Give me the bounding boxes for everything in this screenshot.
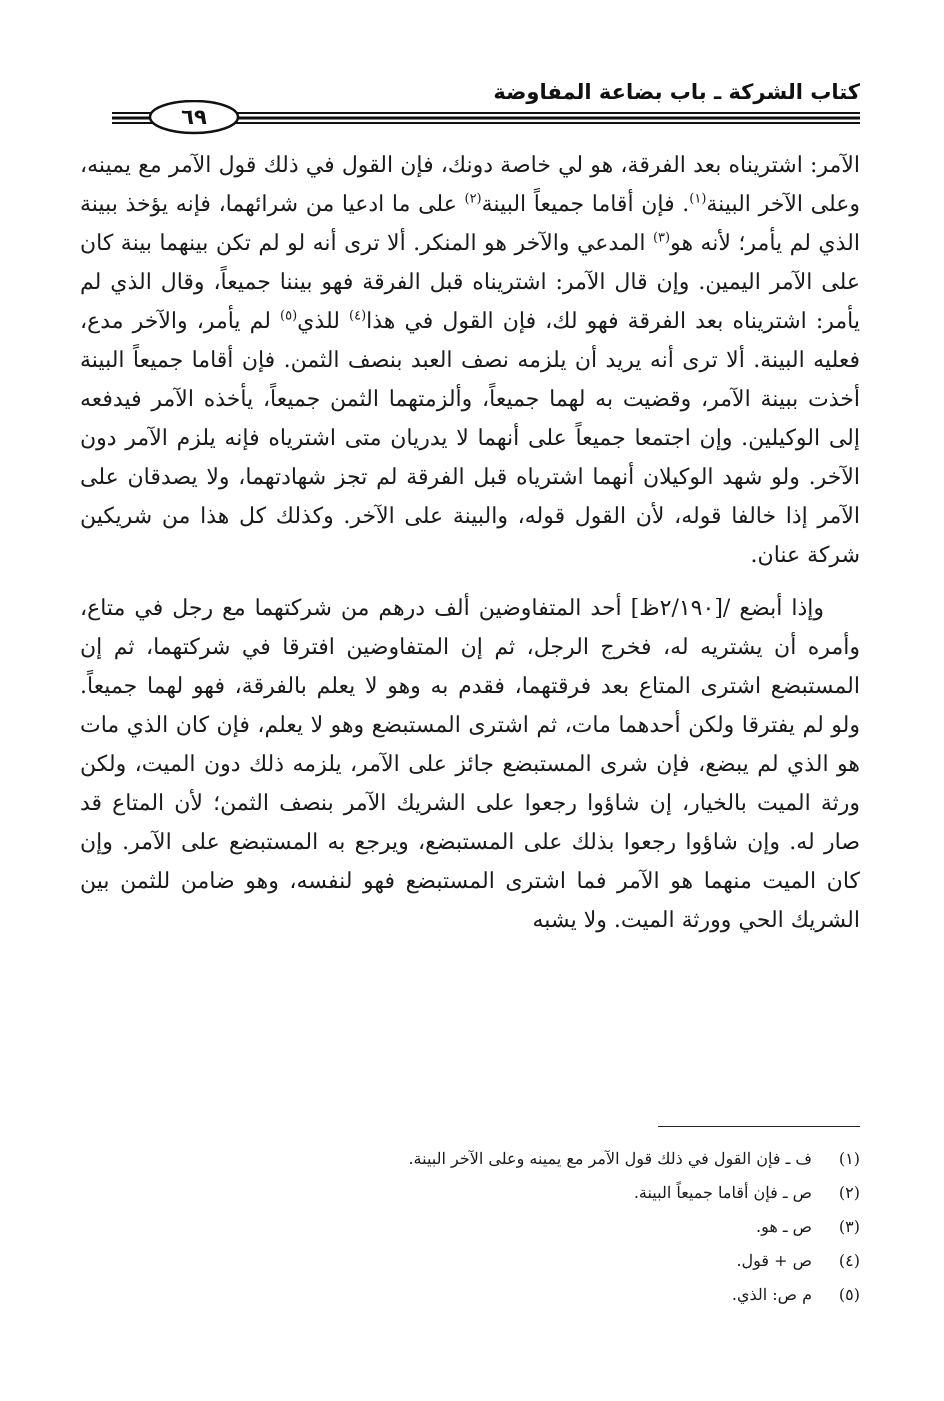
footnote-5	[80, 1278, 860, 1312]
footnote-number: (٢)	[838, 1183, 860, 1202]
text-segment: . فإن أقاما جميعاً البينة	[481, 192, 690, 217]
text-segment: الآمر: اشتريناه بعد الفرقة، هو لي خاصة دونك، فإن القول في ذلك قول الآمر مع يمينه، وعلى الآخر البينة	[80, 153, 860, 217]
footnote-text: م ص: الذي.	[731, 1285, 812, 1304]
footnote-3	[80, 1210, 860, 1244]
paragraph-2: وإذا أبضع /[٢/١٩٠ظ] أحد المتفاوضين ألف درهم من شركتهما مع رجل في متاع، وأمره أن يشتريه له، فخرج الرجل، ثم إن المتفاوضين افترقا في شركتهما، ثم إن المستبضع اشترى المتاع بعد فرقتهما، فقدم به وهو لا يعلم بالفرقة، فهو لهما جميعاً. ولو لم يفترقا ولكن أحدهما مات، ثم اشترى المستبضع وهو لا يعلم، فإن كان الذي مات هو الذي لم يبضع، فإن شرى المستبضع جائز على الآمر، يلزمه ذلك دون الميت، ولكن ورثة الميت بالخيار، إن شاؤوا رجعوا على الشريك الآمر بنصف الثمن؛ لأن المتاع قد صار له. وإن شاؤوا رجعوا بذلك على المستبضع، ويرجع به المستبضع على الآمر. وإن كان الميت منهما هو الآمر فما اشترى المستبضع فهو لنفسه، وهو ضامن للثمن بين الشريك الحي وورثة الميت. ولا يشبه	[80, 596, 860, 933]
text-segment: للذي	[297, 309, 349, 334]
footnote-4	[80, 1244, 860, 1278]
footnote-text: ص + قول.	[736, 1251, 812, 1270]
page-number: ٦٩	[181, 105, 207, 129]
paragraph-1	[80, 146, 860, 575]
footnote-text: ص ـ هو.	[756, 1217, 812, 1236]
footnotes	[80, 1142, 860, 1312]
footnote-marker-1: (١)	[689, 191, 707, 207]
footnote-marker-5: (٥)	[280, 308, 298, 324]
text-segment: المدعي والآخر هو المنكر. ألا ترى أنه لو لم تكن بينهما بينة كان على الآمر اليمين. وإن قال الآمر: اشتريناه قبل الفرقة فهو بيننا جميعاً، وقال الذي لم يأمر: اشتريناه بعد الفرقة فهو لك، فإن القول في هذا	[80, 231, 861, 334]
footnote-text: ص ـ فإن أقاما جميعاً البينة.	[633, 1183, 812, 1202]
footnote-number: (٥)	[838, 1285, 860, 1304]
footnote-marker-4: (٤)	[349, 308, 367, 324]
footnote-number: (٤)	[838, 1251, 860, 1270]
footnote-separator	[658, 1126, 860, 1127]
footnote-text: ف ـ فإن القول في ذلك قول الآمر مع يمينه وعلى الآخر البينة.	[408, 1149, 812, 1168]
text-segment: على ما ادعيا من شرائهما، فإنه يؤخذ ببينة الذي لم يأمر؛ لأنه هو	[80, 192, 860, 256]
footnote-number: (١)	[838, 1149, 860, 1168]
running-header-title: كتاب الشركة ـ باب بضاعة المفاوضة	[493, 80, 860, 104]
text-segment: لم يأمر، والآخر مدع، فعليه البينة. ألا ترى أنه يريد أن يلزمه نصف العبد بنصف الثمن. فإن أقاما جميعاً البينة أخذت ببينة الآمر، وقضيت به لهما جميعاً، وألزمتهما الثمن جميعاً، يأخذه الآمر فيدفعه إلى الوكيلين. وإن اجتمعا جميعاً على أنهما لا يدريان متى اشترياه فإنه يلزم الآمر دون الآخر. ولو شهد الوكيلان أنهما اشترياه قبل الفرقة لم تجز شهادتهما، ولا يصدقان على الآمر إذا خالفا قوله، لأن القول قوله، والبينة على الآخر. وكذلك كل هذا من شريكين شركة عنان.	[80, 309, 860, 568]
footnote-number: (٣)	[838, 1217, 860, 1236]
footnote-2	[80, 1176, 860, 1210]
footnote-marker-3: (٣)	[652, 230, 671, 246]
footnote-marker-2: (٢)	[464, 191, 482, 207]
main-text	[80, 146, 860, 940]
footnote-1	[80, 1142, 860, 1176]
